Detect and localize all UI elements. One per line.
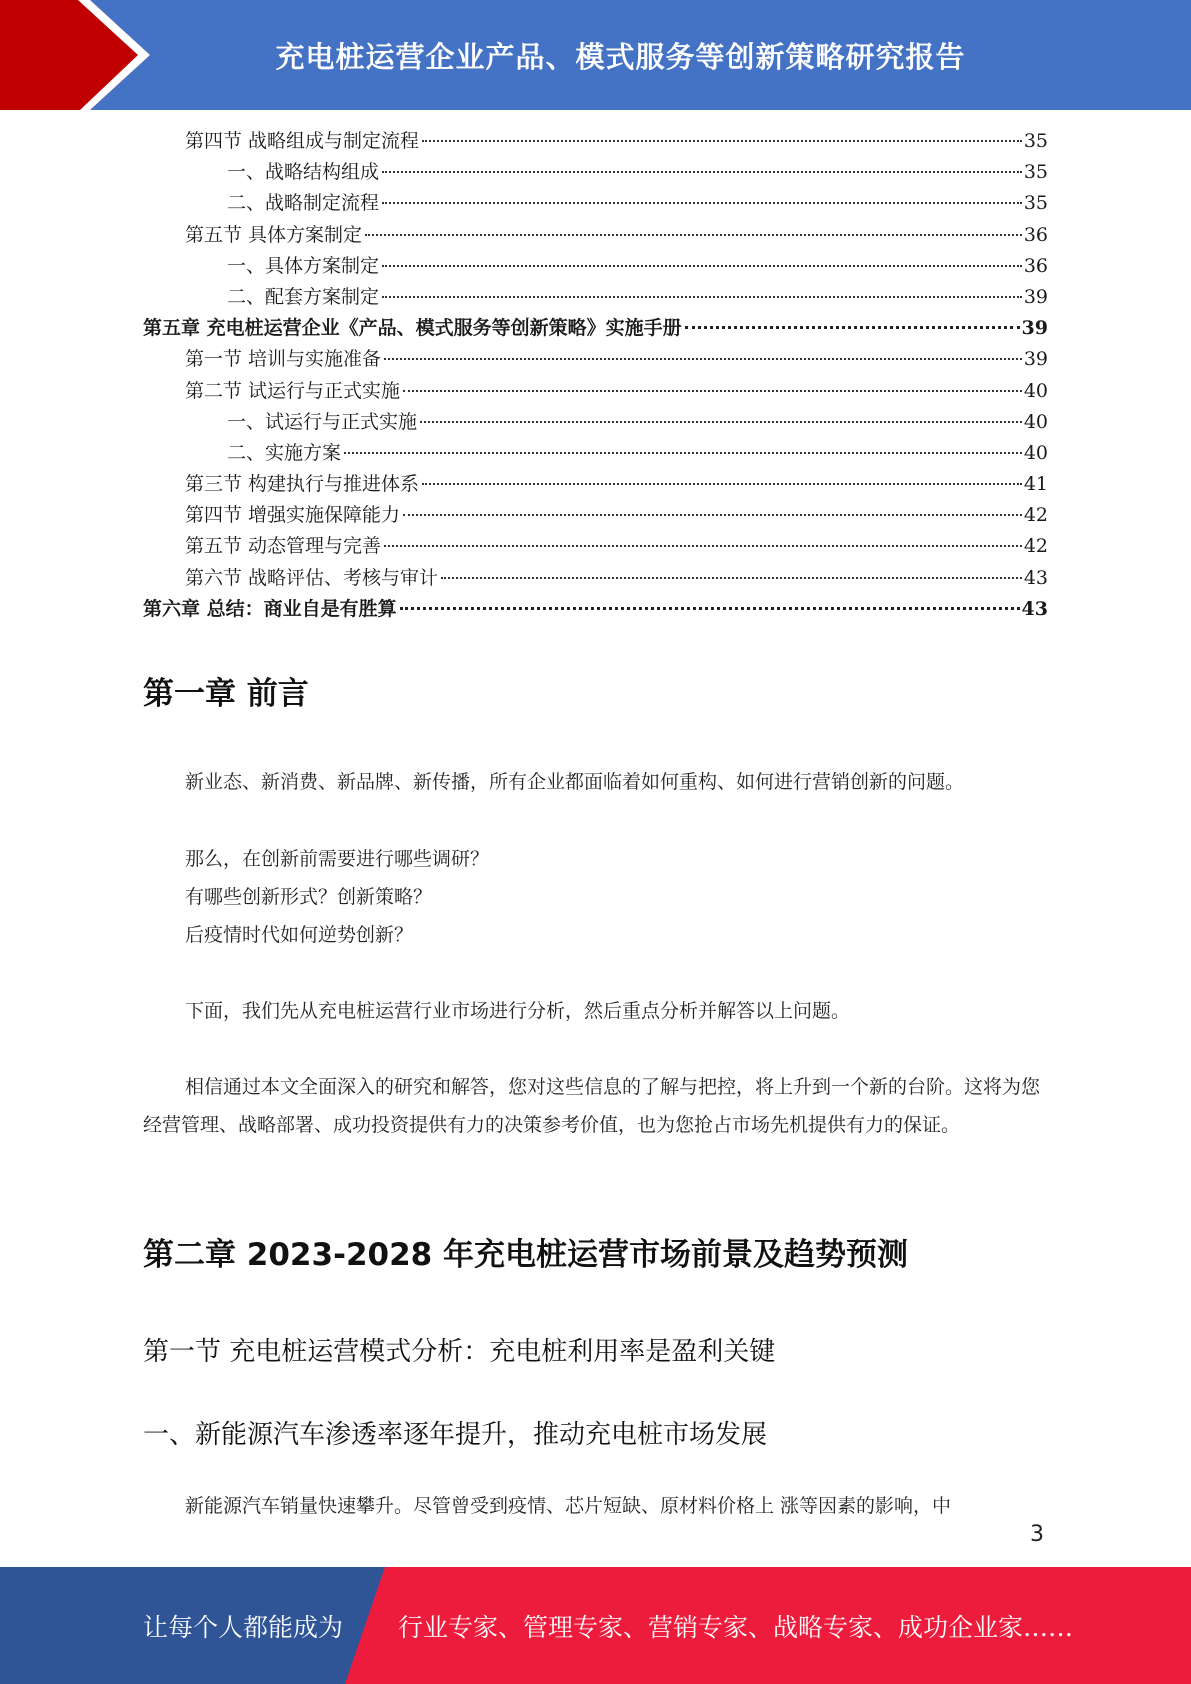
toc-entry[interactable]	[143, 188, 1048, 219]
toc-entry-label: 二、实施方案	[227, 441, 342, 464]
toc-entry-label: 一、具体方案制定	[227, 254, 380, 277]
report-title: 充电桩运营企业产品、模式服务等创新策略研究报告	[275, 39, 966, 74]
toc-leader-dots	[382, 296, 1022, 298]
toc-entry[interactable]	[143, 376, 1048, 407]
toc-entry-page: 43	[1021, 597, 1048, 620]
toc-entry[interactable]	[143, 531, 1048, 562]
toc-leader-dots	[384, 545, 1022, 547]
paragraph: 新业态、新消费、新品牌、新传播，所有企业都面临着如何重构、如何进行营销创新的问题。	[185, 771, 965, 793]
toc-entry[interactable]	[143, 438, 1048, 469]
toc-leader-dots	[400, 607, 1020, 610]
toc-entry[interactable]	[143, 594, 1048, 625]
toc-entry[interactable]	[143, 282, 1048, 313]
toc-entry-label: 第六节 战略评估、考核与审计	[185, 566, 439, 589]
paragraph: 相信通过本文全面深入的研究和解答，您对这些信息的了解与把控，将上升到一个新的台阶。这将为您经营管理、战略部署、成功投资提供有力的决策参考价值，也为您抢占市场先机提供有力的保证。	[143, 1076, 1041, 1136]
toc-entry-label: 一、试运行与正式实施	[227, 410, 418, 433]
footer-slogan-left: 让每个人都能成为	[143, 1612, 344, 1642]
toc-entry-label: 第五节 具体方案制定	[185, 223, 363, 246]
toc-entry-page: 40	[1023, 379, 1048, 402]
toc-entry-page: 36	[1023, 254, 1048, 277]
toc-entry-label: 第五章 充电桩运营企业《产品、模式服务等创新策略》实施手册	[143, 317, 682, 340]
toc-entry-label: 二、配套方案制定	[227, 285, 380, 308]
toc-leader-dots	[384, 358, 1022, 360]
toc-leader-dots	[403, 390, 1022, 392]
toc-entry-page: 36	[1023, 223, 1048, 246]
toc-entry-page: 41	[1023, 473, 1048, 496]
toc-entry-label: 第五节 动态管理与完善	[185, 535, 382, 558]
toc-entry-page: 35	[1023, 130, 1048, 152]
toc-leader-dots	[382, 171, 1022, 173]
toc-entry-page: 35	[1023, 192, 1048, 215]
toc-leader-dots	[344, 452, 1022, 454]
toc-entry[interactable]	[143, 469, 1048, 500]
toc-entry-page: 39	[1023, 285, 1048, 308]
toc-leader-dots	[382, 265, 1022, 267]
toc-entry[interactable]	[143, 563, 1048, 594]
toc-entry[interactable]	[143, 407, 1048, 438]
footer-slogan-right: 行业专家、管理专家、营销专家、战略专家、成功企业家……	[398, 1612, 1074, 1642]
chapter-1-title: 第一章 前言	[143, 676, 309, 712]
toc-entry-page: 40	[1023, 410, 1048, 433]
toc-entry-page: 39	[1023, 348, 1048, 371]
toc-entry[interactable]	[143, 251, 1048, 282]
toc-entry[interactable]	[143, 126, 1048, 157]
chapter-2-title: 第二章 2023-2028 年充电桩运营市场前景及趋势预测	[143, 1237, 909, 1273]
toc-entry[interactable]	[143, 500, 1048, 531]
toc-entry-page: 39	[1021, 317, 1048, 340]
toc-leader-dots	[685, 326, 1020, 329]
toc-entry-label: 第四节 战略组成与制定流程	[185, 130, 420, 152]
toc-entry-page: 35	[1023, 161, 1048, 184]
paragraph: 下面，我们先从充电桩运营行业市场进行分析，然后重点分析并解答以上问题。	[185, 1000, 851, 1022]
page-header	[0, 0, 1191, 110]
table-of-contents	[143, 126, 1048, 625]
toc-entry[interactable]	[143, 220, 1048, 251]
question-2: 有哪些创新形式？创新策略？	[185, 886, 433, 908]
toc-leader-dots	[441, 577, 1022, 579]
toc-leader-dots	[403, 514, 1022, 516]
question-3: 后疫情时代如何逆势创新？	[185, 924, 414, 946]
page-footer	[0, 1567, 1191, 1684]
header-arrow-icon	[0, 0, 150, 110]
toc-entry-label: 第二节 试运行与正式实施	[185, 379, 401, 402]
toc-entry-page: 42	[1023, 535, 1048, 558]
page-number: 3	[1030, 1522, 1044, 1547]
toc-entry-label: 第六章 总结：商业自是有胜算	[143, 597, 397, 620]
toc-entry-page: 40	[1023, 441, 1048, 464]
subsection-title: 一、新能源汽车渗透率逐年提升，推动充电桩市场发展	[143, 1420, 768, 1450]
toc-entry[interactable]	[143, 157, 1048, 188]
section-title: 第一节 充电桩运营模式分析：充电桩利用率是盈利关键	[143, 1337, 776, 1367]
paragraph: 新能源汽车销量快速攀升。尽管曾受到疫情、芯片短缺、原材料价格上 涨等因素的影响，中	[185, 1495, 952, 1517]
toc-leader-dots	[420, 421, 1022, 423]
toc-entry[interactable]	[143, 344, 1048, 375]
toc-leader-dots	[382, 202, 1022, 204]
toc-entry-page: 43	[1023, 566, 1048, 589]
toc-leader-dots	[422, 483, 1022, 485]
toc-entry-label: 第四节 增强实施保障能力	[185, 504, 401, 527]
toc-entry-label: 第一节 培训与实施准备	[185, 348, 382, 371]
toc-entry-label: 二、战略制定流程	[227, 192, 380, 215]
toc-entry-label: 一、战略结构组成	[227, 161, 380, 184]
toc-entry-page: 42	[1023, 504, 1048, 527]
toc-leader-dots	[422, 140, 1022, 142]
toc-entry[interactable]	[143, 313, 1048, 344]
toc-entry-label: 第三节 构建执行与推进体系	[185, 473, 420, 496]
question-1: 那么，在创新前需要进行哪些调研？	[185, 848, 490, 870]
toc-leader-dots	[365, 234, 1022, 236]
